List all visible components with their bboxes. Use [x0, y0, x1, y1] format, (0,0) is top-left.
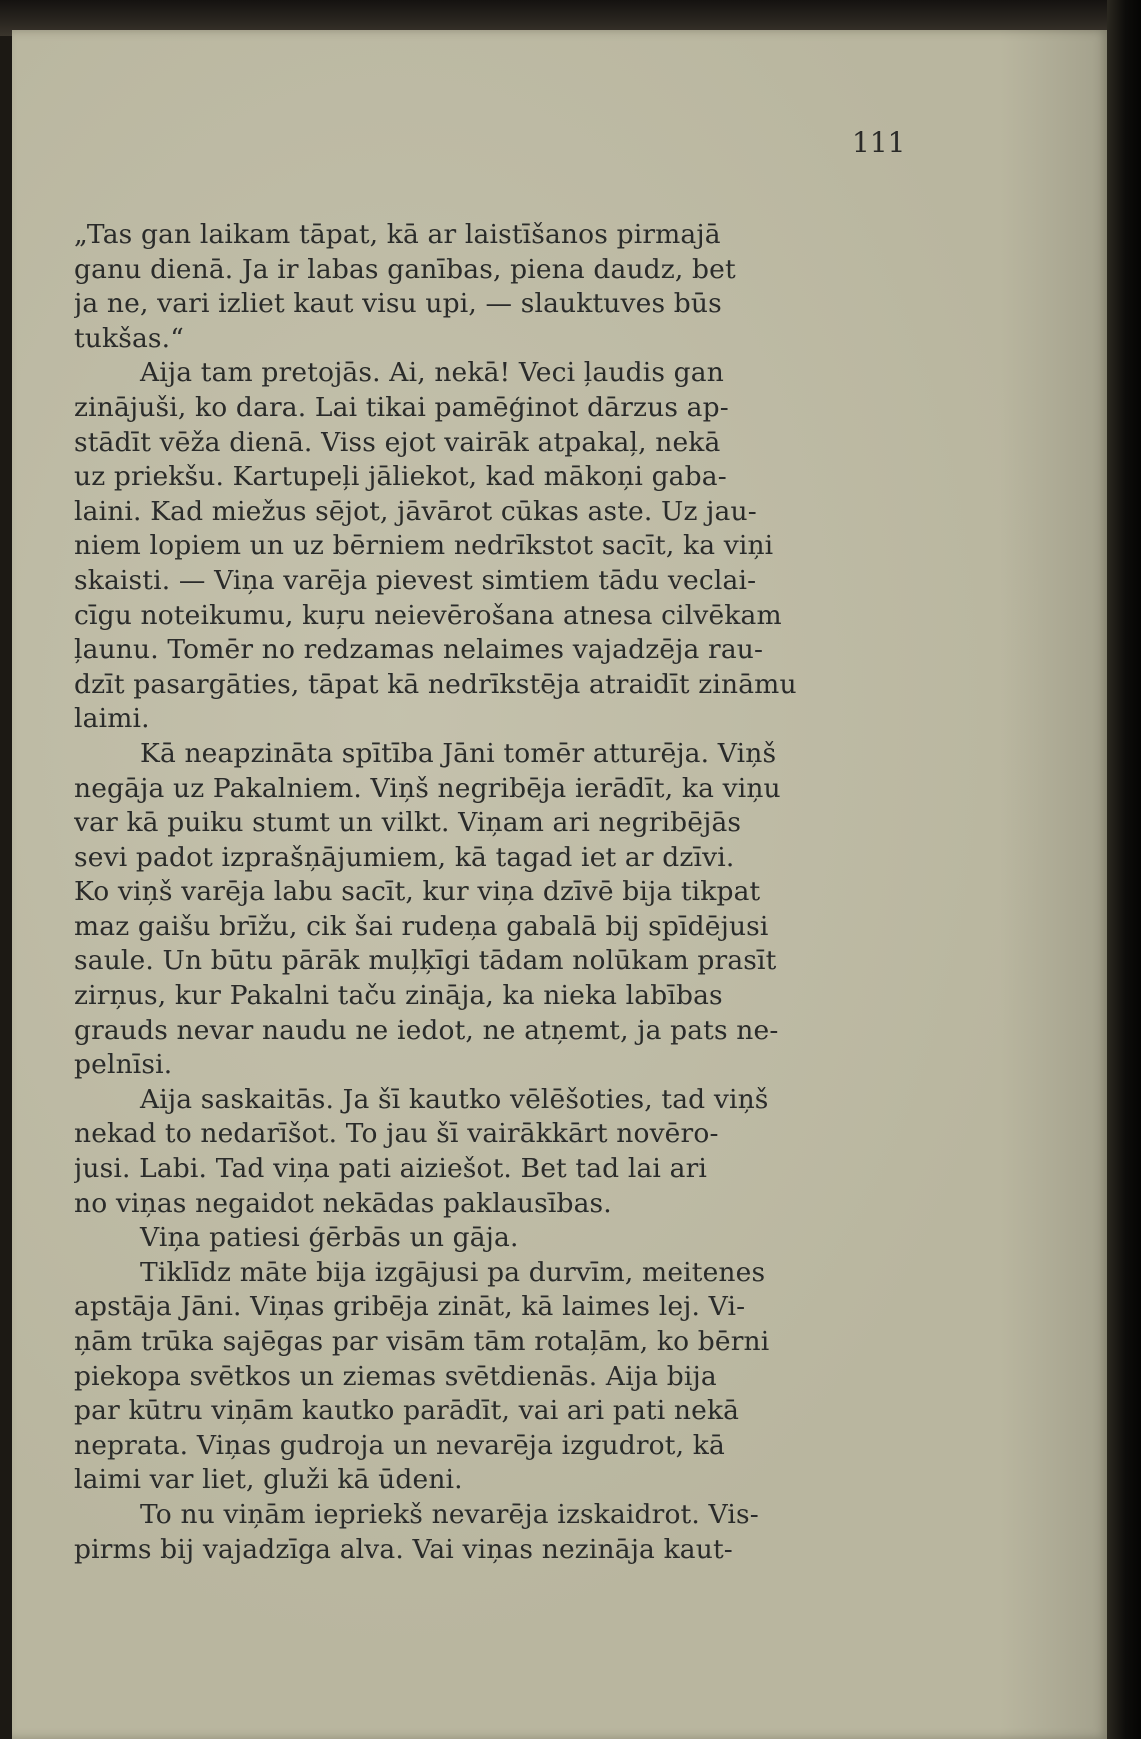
- text-line: ganu dienā. Ja ir labas ganības, piena daudz, bet: [74, 253, 736, 285]
- text-line: ja ne, vari izliet kaut visu upi, — slauktuves būs: [74, 288, 722, 320]
- text-line: par kūtru viņām kautko parādīt, vai ari pati nekā: [74, 1395, 740, 1427]
- text-line: pirms bij vajadzīga alva. Vai viņas nezināja kaut-: [74, 1533, 733, 1565]
- text-line: piekopa svētkos un ziemas svētdienās. Aija bija: [74, 1360, 717, 1392]
- paragraph: [74, 218, 910, 356]
- text-line: „Tas gan laikam tāpat, kā ar laistīšanos pirmajā: [74, 219, 721, 250]
- text-line: neprata. Viņas gudroja un nevarēja izgudrot, kā: [74, 1429, 725, 1461]
- page-right-edge: [1107, 0, 1141, 1739]
- paragraph: [74, 1498, 910, 1567]
- text-line: ļaunu. Tomēr no redzamas nelaimes vajadzēja rau-: [74, 634, 764, 666]
- text-line: skaisti. — Viņa varēja pievest simtiem tādu veclai-: [74, 564, 757, 596]
- text-line: negāja uz Pakalniem. Viņš negribēja ierādīt, ka viņu: [74, 772, 781, 804]
- text-line: sevi padot izprašņājumiem, kā tagad iet ar dzīvi.: [74, 841, 735, 873]
- text-line: zinājuši, ko dara. Lai tikai pamēģinot dārzus ap-: [74, 391, 729, 423]
- text-line: Tiklīdz māte bija izgājusi pa durvīm, meitenes: [140, 1256, 766, 1288]
- text-line: Kā neapzināta spītība Jāni tomēr atturēja. Viņš: [140, 737, 777, 769]
- paragraph: [74, 1221, 910, 1256]
- text-line: zirņus, kur Pakalni taču zināja, ka nieka labības: [74, 980, 723, 1012]
- text-line: uz priekšu. Kartupeļi jāliekot, kad mākoņi gaba-: [74, 461, 727, 493]
- text-line: pelnīsi.: [74, 1049, 173, 1081]
- paragraph: [74, 356, 910, 737]
- text-line: cīgu noteikumu, kuŗu neievērošana atnesa cilvēkam: [74, 599, 782, 631]
- text-line: var kā puiku stumt un vilkt. Viņam ari negribējās: [74, 807, 742, 839]
- text-line: niem lopiem un uz bērniem nedrīkstot sacīt, ka viņi: [74, 530, 774, 562]
- text-line: Aija saskaitās. Ja šī kautko vēlēšoties, tad viņš: [140, 1083, 769, 1115]
- text-line: Aija tam pretojās. Ai, nekā! Veci ļaudis gan: [140, 357, 724, 389]
- text-line: stādīt vēža dienā. Viss ejot vairāk atpakaļ, nekā: [74, 426, 721, 458]
- text-line: tukšas.“: [74, 322, 184, 354]
- text-line: saule. Un būtu pārāk muļķīgi tādam nolūkam prasīt: [74, 945, 777, 977]
- paragraph: [74, 1083, 910, 1221]
- text-line: nekad to nedarīšot. To jau šī vairākkārt novēro-: [74, 1118, 719, 1150]
- body-text: [74, 218, 910, 1567]
- text-line: laini. Kad miežus sējot, jāvārot cūkas aste. Uz jau-: [74, 495, 757, 527]
- text-line: jusi. Labi. Tad viņa pati aiziešot. Bet tad lai ari: [74, 1153, 708, 1185]
- text-line: apstāja Jāni. Viņas gribēja zināt, kā laimes lej. Vi-: [74, 1291, 746, 1323]
- text-line: laimi var liet, gluži kā ūdeni.: [74, 1464, 463, 1496]
- book-page: [12, 30, 1110, 1739]
- text-line: Viņa patiesi ģērbās un gāja.: [140, 1222, 519, 1254]
- paragraph: [74, 737, 910, 1083]
- text-line: grauds nevar naudu ne iedot, ne atņemt, ja pats ne-: [74, 1014, 779, 1046]
- page-number: 111: [852, 126, 906, 159]
- text-line: ņām trūka sajēgas par visām tām rotaļām, ko bērni: [74, 1326, 770, 1357]
- text-line: maz gaišu brīžu, cik šai rudeņa gabalā bij spīdējusi: [74, 910, 769, 942]
- paragraph: [74, 1256, 910, 1498]
- text-line: dzīt pasargāties, tāpat kā nedrīkstēja atraidīt zināmu: [74, 668, 797, 700]
- text-line: Ko viņš varēja labu sacīt, kur viņa dzīvē bija tikpat: [74, 876, 761, 908]
- text-line: no viņas negaidot nekādas paklausības.: [74, 1187, 612, 1219]
- text-line: laimi.: [74, 703, 150, 735]
- text-line: To nu viņām iepriekš nevarēja izskaidrot. Vis-: [140, 1498, 759, 1530]
